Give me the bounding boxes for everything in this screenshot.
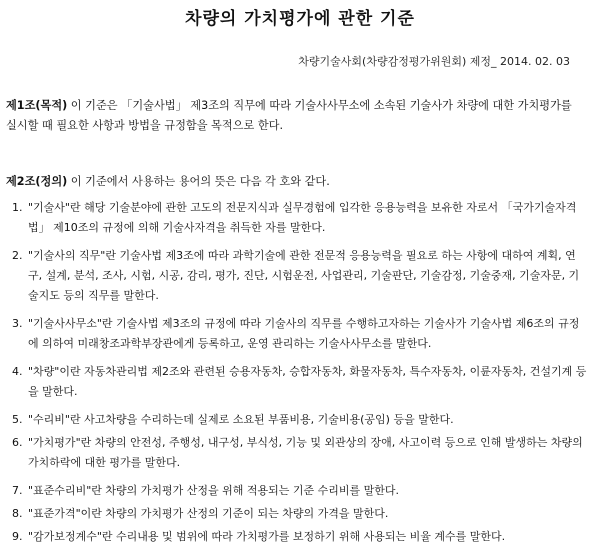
list-item: [12, 504, 588, 524]
item-text: "표준수리비"란 차량의 가치평가 산정을 위해 적용되는 기준 수리비를 말한다.: [28, 484, 399, 497]
item-number: 7.: [12, 484, 23, 497]
item-number: 5.: [12, 413, 23, 426]
item-text: "가치평가"란 차량의 안전성, 주행성, 내구성, 부식성, 기능 및 외관상의 장애, 사고이력 등으로 인해 발생하는 차량의 가치하락에 대한 평가를 말한다.: [28, 436, 583, 469]
item-number: 3.: [12, 317, 23, 330]
item-number: 8.: [12, 507, 23, 520]
article-1-heading: 제1조(목적): [6, 99, 68, 112]
item-number: 4.: [12, 365, 23, 378]
item-text: "기술사의 직무"란 기술사법 제3조에 따라 과학기술에 관한 전문적 응용능력을 필요로 하는 사항에 대하여 계획, 연구, 설계, 분석, 조사, 시험, 시공, 감리, 평가, 진단, 시험운전, 사업관리, 기술판단, 기술감정, 기술중재, 기술자문, 기술지도 등의 직무를 말한다.: [28, 249, 580, 302]
item-number: 9.: [12, 530, 23, 543]
list-item: [12, 246, 588, 306]
item-text: "차량"이란 자동차관리법 제2조와 관련된 승용자동차, 승합자동차, 화물자동차, 특수자동차, 이륜자동차, 건설기계 등을 말한다.: [28, 365, 587, 398]
article-2-text: 이 기준에서 사용하는 용어의 뜻은 다음 각 호와 같다.: [67, 175, 330, 188]
list-item: [12, 198, 588, 238]
item-text: "표준가격"이란 차량의 가치평가 산정의 기준이 되는 차량의 가격을 말한다.: [28, 507, 389, 520]
article-2-heading: 제2조(정의): [6, 175, 68, 188]
list-item: [12, 362, 588, 402]
item-text: "기술사"란 해당 기술분야에 관한 고도의 전문지식과 실무경험에 입각한 응용능력을 보유한 자로서 「국가기술자격법」 제10조의 규정에 의해 기술사자격을 취득한 자를 말한다.: [28, 201, 577, 234]
item-number: 2.: [12, 249, 23, 262]
list-item: [12, 433, 588, 473]
item-text: "수리비"란 사고차량을 수리하는데 실제로 소요된 부품비용, 기술비용(공임) 등을 말한다.: [28, 413, 454, 426]
list-item: [12, 314, 588, 354]
article-1-text: 이 기준은 「기술사법」 제3조의 직무에 따라 기술사사무소에 소속된 기술사가 차량에 대한 가치평가를 실시할 때 필요한 사항과 방법을 규정함을 목적으로 한다.: [6, 99, 572, 132]
enactment-info: 차량기술사회(차량감정평가위원회) 제정_ 2014. 02. 03: [298, 55, 570, 68]
item-number: 6.: [12, 436, 23, 449]
definitions-list: [12, 198, 588, 550]
item-number: 1.: [12, 201, 23, 214]
document-title: 차량의 가치평가에 관한 기준: [185, 9, 415, 29]
item-text: "기술사사무소"란 기술사법 제3조의 규정에 따라 기술사의 직무를 수행하고자하는 기술사가 기술사법 제6조의 규정에 의하여 미래창조과학부장관에게 등록하고, 운영 관리하는 기술사사무소를 말한다.: [28, 317, 580, 350]
article-2: [6, 172, 586, 192]
article-1: [6, 96, 586, 136]
list-item: [12, 410, 588, 430]
list-item: [12, 481, 588, 501]
list-item: [12, 527, 588, 547]
item-text: "감가보정계수"란 수리내용 및 범위에 따라 가치평가를 보정하기 위해 사용되는 비율 계수를 말한다.: [28, 530, 506, 543]
